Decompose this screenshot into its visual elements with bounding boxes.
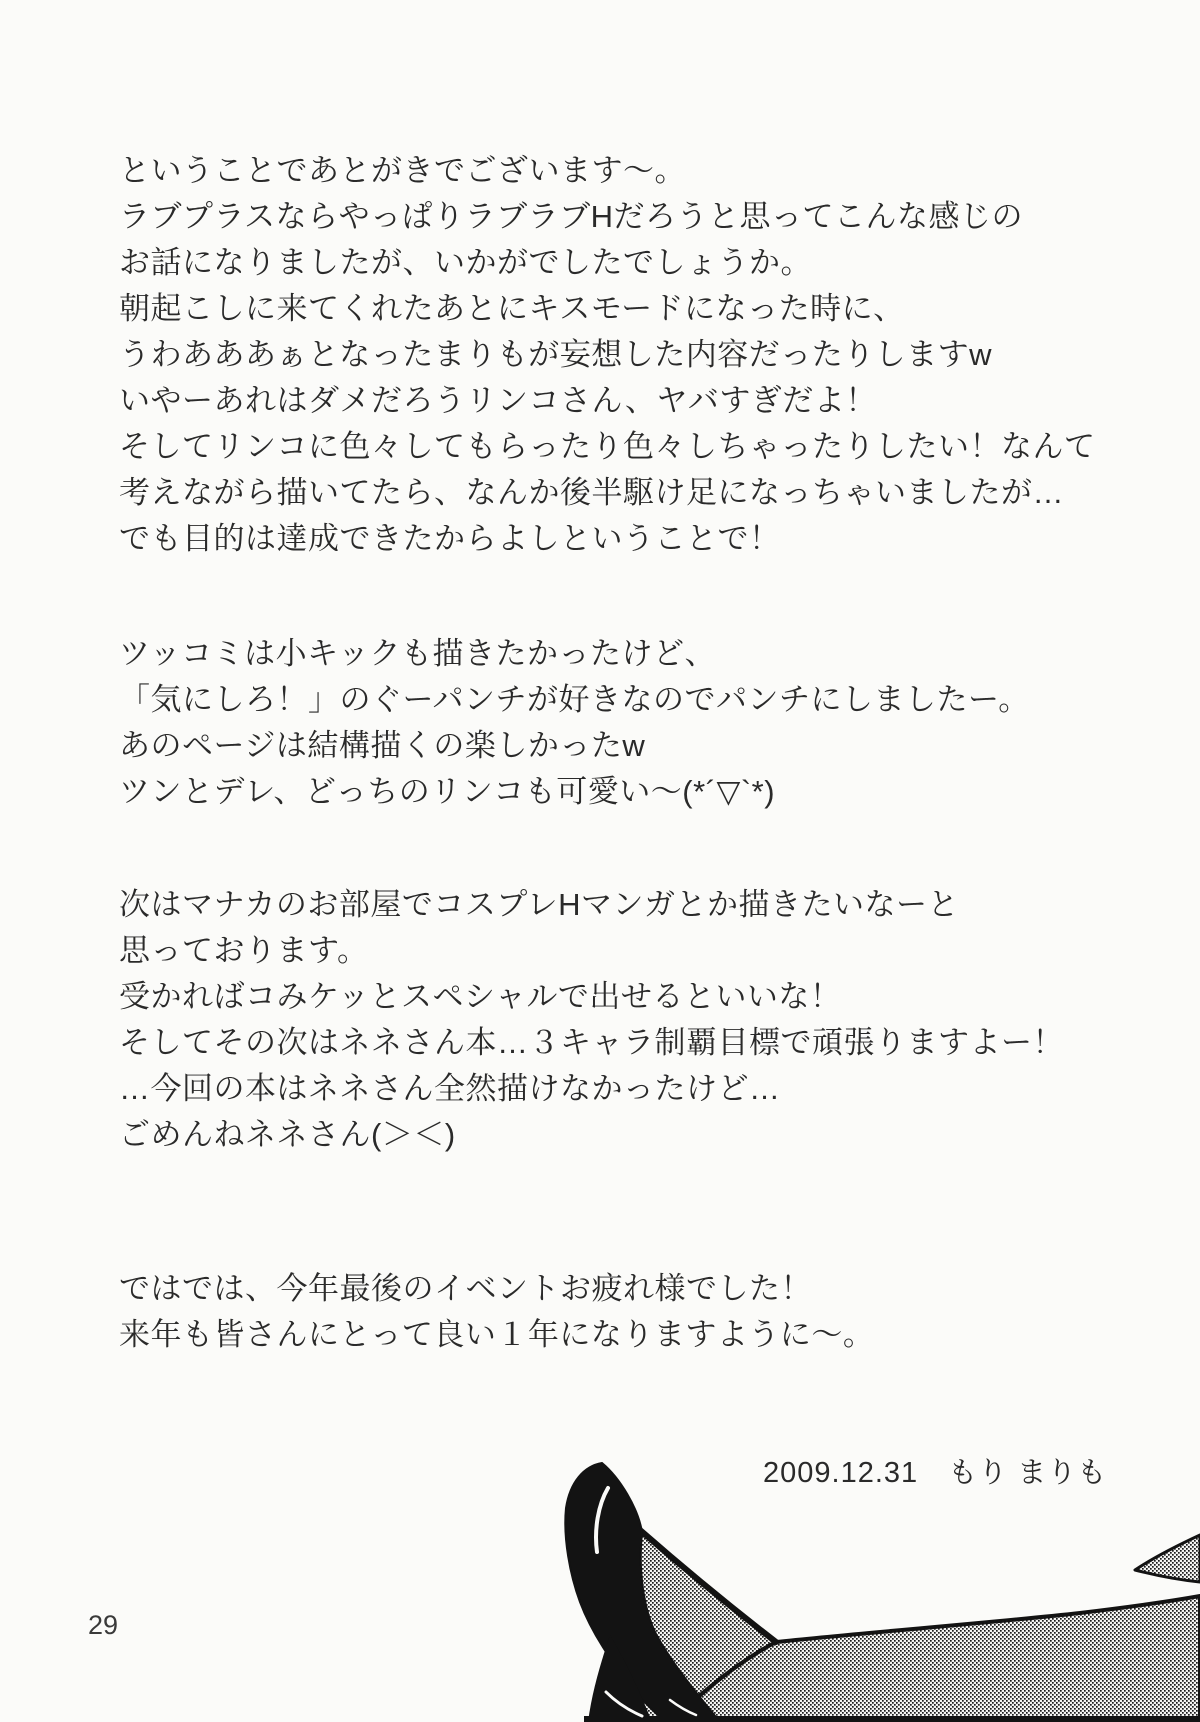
fishnet-leg <box>670 1596 1200 1722</box>
afterword-paragraph-3 <box>119 882 1139 1158</box>
text-line: 「気にしろ！」のぐーパンチが好きなのでパンチにしましたー。 <box>119 682 1030 717</box>
afterword-paragraph-2 <box>119 631 1139 815</box>
date-and-author-signature: 2009.12.31 もり まりも <box>763 1457 1108 1489</box>
text-line: ツッコミは小キックも描きたかったけど、 <box>119 636 716 671</box>
text-line: ごめんねネネさん(＞＜) <box>119 1117 456 1152</box>
afterword-paragraph-1 <box>119 148 1139 562</box>
high-heel-and-fishnet-leg-illustration <box>520 1430 1200 1722</box>
text-line: …今回の本はネネさん全然描けなかったけど… <box>119 1071 781 1106</box>
text-line: 考えながら描いてたら、なんか後半駆け足になっちゃいましたが… <box>119 475 1064 510</box>
text-line: 次はマナカのお部屋でコスプレHマンガとか描きたいなーと <box>119 887 960 922</box>
text-line: ということであとがきでございます～。 <box>119 153 686 188</box>
text-line: うわあああぁとなったまりもが妄想した内容だったりしますw <box>119 337 993 372</box>
text-line: ではでは、今年最後のイベントお疲れ様でした！ <box>119 1271 812 1306</box>
text-line: 受かればコみケッとスペシャルで出せるといいな！ <box>119 979 842 1014</box>
text-line: いやーあれはダメだろうリンコさん、ヤバすぎだよ！ <box>119 383 877 418</box>
page-number: 29 <box>88 1610 119 1640</box>
shoe-sole-strip <box>584 1716 1200 1722</box>
text-line: でも目的は達成できたからよしということで！ <box>119 521 781 556</box>
text-line: そしてその次はネネさん本…３キャラ制覇目標で頑張りますよー！ <box>119 1025 1064 1060</box>
text-line: 思っております。 <box>119 933 369 968</box>
afterword-paragraph-4 <box>119 1266 1139 1358</box>
text-line: 朝起こしに来てくれたあとにキスモードになった時に、 <box>119 291 905 326</box>
text-line: 来年も皆さんにとって良い１年になりますように～。 <box>119 1317 875 1352</box>
text-line: そしてリンコに色々してもらったり色々しちゃったりしたい！なんて <box>119 429 1096 464</box>
fishnet-calf-wedge <box>1135 1535 1200 1582</box>
text-line: お話になりましたが、いかがでしたでしょうか。 <box>119 245 812 280</box>
text-line: ツンとデレ、どっちのリンコも可愛い～(*´▽`*) <box>119 774 776 809</box>
text-line: あのページは結構描くの楽しかったw <box>119 728 646 763</box>
text-line: ラブプラスならやっぱりラブラブHだろうと思ってこんな感じの <box>119 199 1023 234</box>
